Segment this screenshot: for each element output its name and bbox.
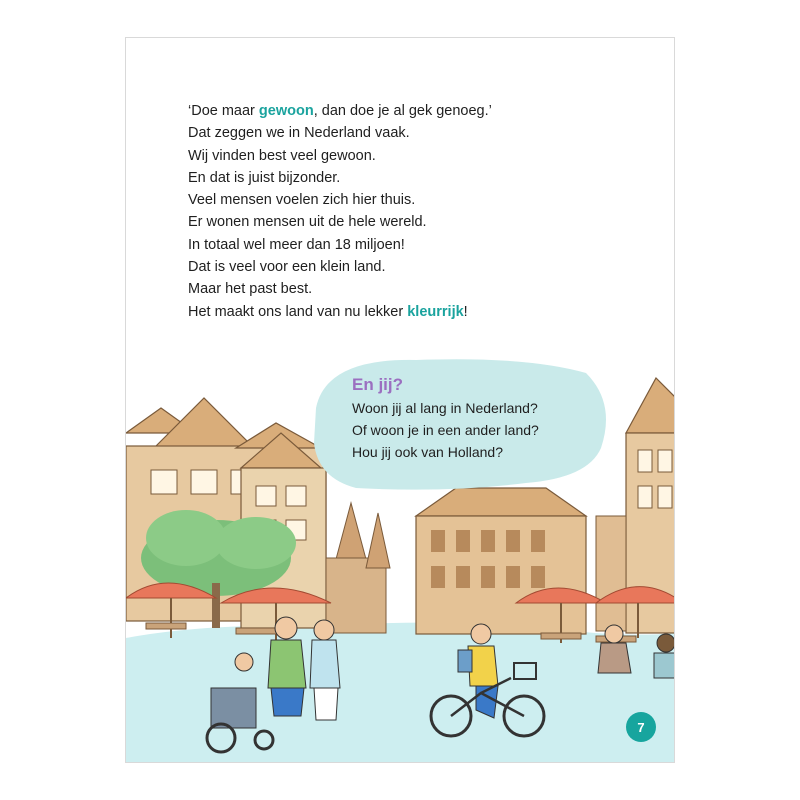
bubble-question: Hou jij ook van Holland?: [352, 444, 503, 460]
story-text: [188, 100, 658, 323]
story-line: Wij vinden best veel gewoon.: [188, 147, 376, 164]
story-line: Veel mensen voelen zich hier thuis.: [188, 192, 416, 209]
question-bubble: [352, 373, 592, 463]
story-line: Het maakt ons land van nu lekker kleurrijk!: [188, 303, 468, 320]
story-line: Dat is veel voor een klein land.: [188, 259, 386, 276]
bubble-question: Woon jij al lang in Nederland?: [352, 400, 538, 416]
book-page: [125, 37, 675, 763]
highlight-word: kleurrijk: [407, 303, 464, 320]
story-line: En dat is juist bijzonder.: [188, 169, 341, 186]
bubble-question: Of woon je in een ander land?: [352, 422, 539, 438]
story-line: In totaal wel meer dan 18 miljoen!: [188, 236, 405, 253]
story-line: Dat zeggen we in Nederland vaak.: [188, 125, 410, 142]
highlight-word: gewoon: [258, 103, 314, 119]
bubble-title: En jij?: [352, 375, 403, 394]
story-line: Maar het past best.: [188, 281, 313, 298]
page-number-badge: 7: [626, 712, 656, 742]
distant-church: [326, 503, 390, 633]
story-line: ‘Doe maar gewoon, dan doe je al gek genoeg.’: [188, 103, 492, 119]
story-line: Er wonen mensen uit de hele wereld.: [188, 214, 427, 231]
